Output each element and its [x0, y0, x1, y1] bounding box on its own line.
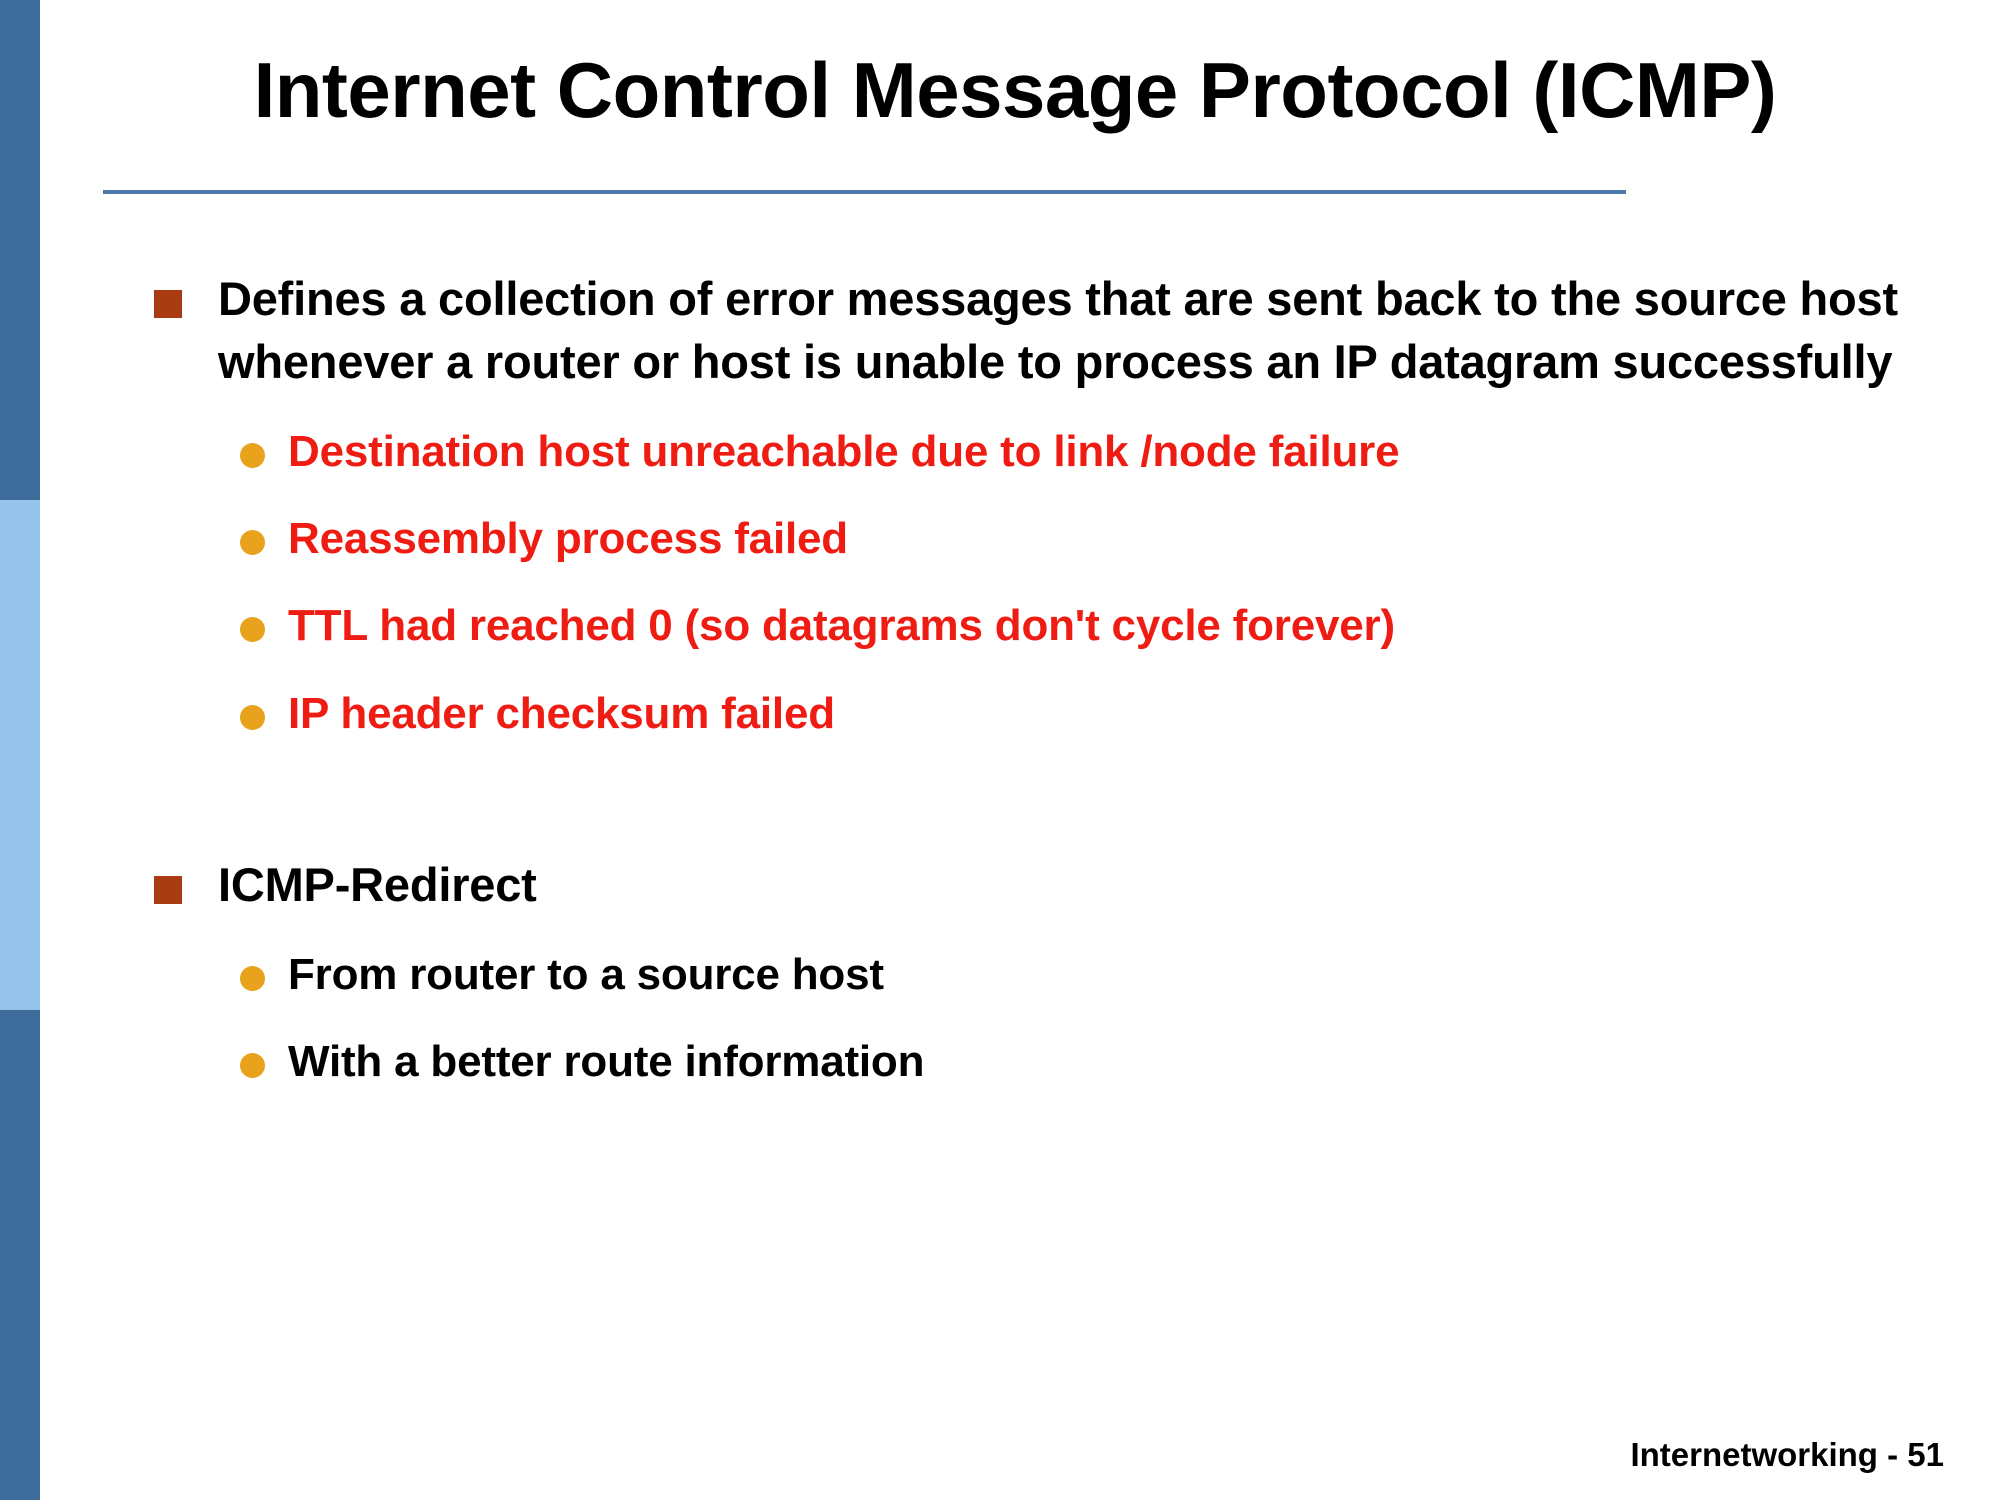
dot-bullet-icon [240, 530, 265, 555]
bullet-text: From router to a source host [288, 950, 884, 1000]
bullet-text: Defines a collection of error messages that are sent back to the source host whenever a router or host is unable to process an IP datagram successfully [218, 272, 1898, 388]
bullet-level2 [140, 946, 1920, 1003]
slide-title: Internet Control Message Protocol (ICMP) [253, 46, 1777, 134]
title-underline [103, 190, 1626, 194]
bullet-text: With a better route information [288, 1037, 925, 1087]
bullet-text: ICMP-Redirect [218, 857, 537, 911]
bullet-level1 [140, 854, 1920, 917]
bullet-level2 [140, 1033, 1920, 1090]
slide-footer: Internetworking - 51 [1630, 1436, 1944, 1473]
dot-bullet-icon [240, 443, 265, 468]
slide-content [140, 268, 1920, 1091]
bullet-level2 [140, 510, 1920, 567]
dot-bullet-icon [240, 705, 265, 730]
bullet-text: Destination host unreachable due to link /node failure [288, 427, 1400, 476]
sidebar-segment-bottom [0, 1010, 40, 1500]
bullet-level2 [140, 685, 1920, 742]
dot-bullet-icon [240, 966, 265, 991]
bullet-text: IP header checksum failed [288, 688, 835, 738]
spacer [140, 742, 1920, 854]
dot-bullet-icon [240, 617, 265, 642]
sidebar-segment-top [0, 0, 40, 500]
bullet-group-redirect [140, 854, 1920, 1091]
bullet-text: TTL had reached 0 (so datagrams don't cycle forever) [288, 601, 1395, 651]
bullet-level1 [140, 268, 1920, 393]
square-bullet-icon [154, 876, 182, 904]
bullet-level2 [140, 423, 1920, 480]
dot-bullet-icon [240, 1053, 265, 1078]
decorative-sidebar [0, 0, 40, 1500]
square-bullet-icon [154, 290, 182, 318]
bullet-text: Reassembly process failed [288, 514, 848, 564]
bullet-level2 [140, 597, 1920, 654]
sidebar-segment-middle [0, 500, 40, 1010]
